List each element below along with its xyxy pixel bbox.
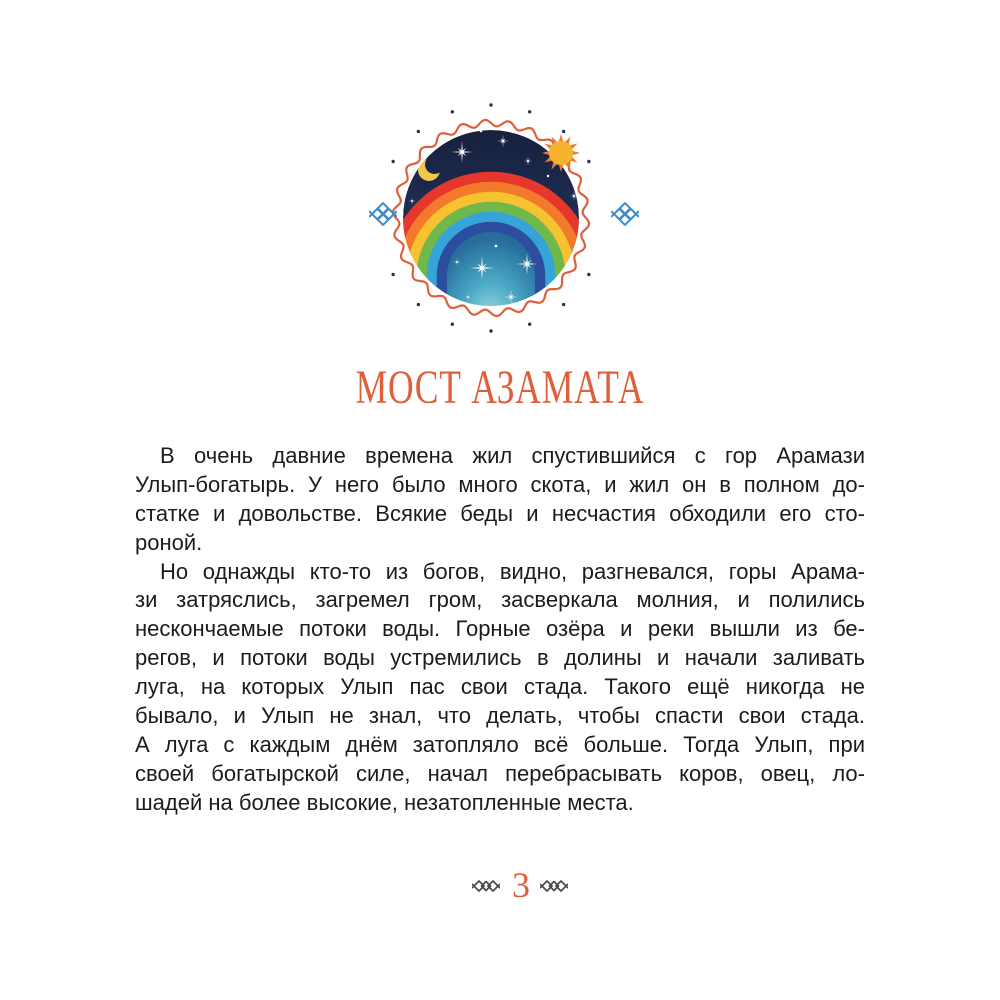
paragraph bbox=[135, 442, 865, 558]
story-text bbox=[135, 442, 865, 818]
rainbow-illustration bbox=[340, 85, 650, 345]
text-line: бывало, и Улып не знал, что делать, чтобы спасти свои стада. bbox=[135, 703, 865, 729]
rainbow-inner-sky bbox=[447, 232, 535, 345]
text-line: луга, на которых Улып пас свои стада. Такого ещё никогда не bbox=[135, 674, 865, 700]
knot-ornament-icon bbox=[472, 878, 500, 894]
text-line: регов, и потоки воды устремились в долины и начали заливать bbox=[135, 645, 865, 671]
sun-core bbox=[549, 141, 573, 165]
text-line: нескончаемые потоки воды. Горные озёра и реки вышли из бе- bbox=[135, 616, 865, 642]
border-dot bbox=[489, 103, 492, 106]
story-title: МОСТ АЗАМАТА bbox=[355, 361, 645, 414]
border-dot bbox=[562, 130, 565, 133]
star-icon bbox=[547, 175, 549, 177]
knot-ornament-icon bbox=[612, 203, 639, 225]
border-dot bbox=[417, 303, 420, 306]
border-dot bbox=[587, 160, 590, 163]
border-dot bbox=[417, 130, 420, 133]
text-line: В очень давние времена жил спустившийся с гор Арамази bbox=[160, 443, 865, 468]
moon-icon bbox=[418, 159, 440, 181]
border-dot bbox=[528, 110, 531, 113]
text-line: Улып-богатырь. У него было много скота, и жил он в полном до- bbox=[135, 471, 865, 497]
border-dot bbox=[528, 322, 531, 325]
border-dot bbox=[451, 110, 454, 113]
border-dot bbox=[451, 322, 454, 325]
star-icon bbox=[480, 130, 483, 133]
text-line: статке и довольстве. Всякие беды и несчастия обходили его сто- bbox=[135, 500, 865, 526]
text-line: роной. bbox=[135, 529, 203, 555]
star-icon bbox=[495, 245, 498, 248]
knot-ornament-icon bbox=[540, 878, 568, 894]
text-line: А луга с каждым днём затопляло всё больше. Тогда Улып, при bbox=[135, 731, 865, 757]
text-line: зи затряслись, загремел гром, засверкала молния, и полились bbox=[135, 587, 865, 613]
star-icon bbox=[521, 126, 524, 129]
paragraph bbox=[135, 558, 865, 818]
border-dot bbox=[587, 273, 590, 276]
text-line: Но однажды кто-то из богов, видно, разгневался, горы Арама- bbox=[160, 558, 865, 584]
border-dot bbox=[391, 273, 394, 276]
border-dot bbox=[562, 303, 565, 306]
border-dot bbox=[489, 329, 492, 332]
text-line: своей богатырской силе, начал перебрасывать коров, овец, ло- bbox=[135, 760, 865, 786]
page-number: 3 bbox=[512, 865, 530, 905]
border-dot bbox=[391, 160, 394, 163]
text-line: шадей на более высокие, незатопленные места. bbox=[135, 789, 634, 815]
